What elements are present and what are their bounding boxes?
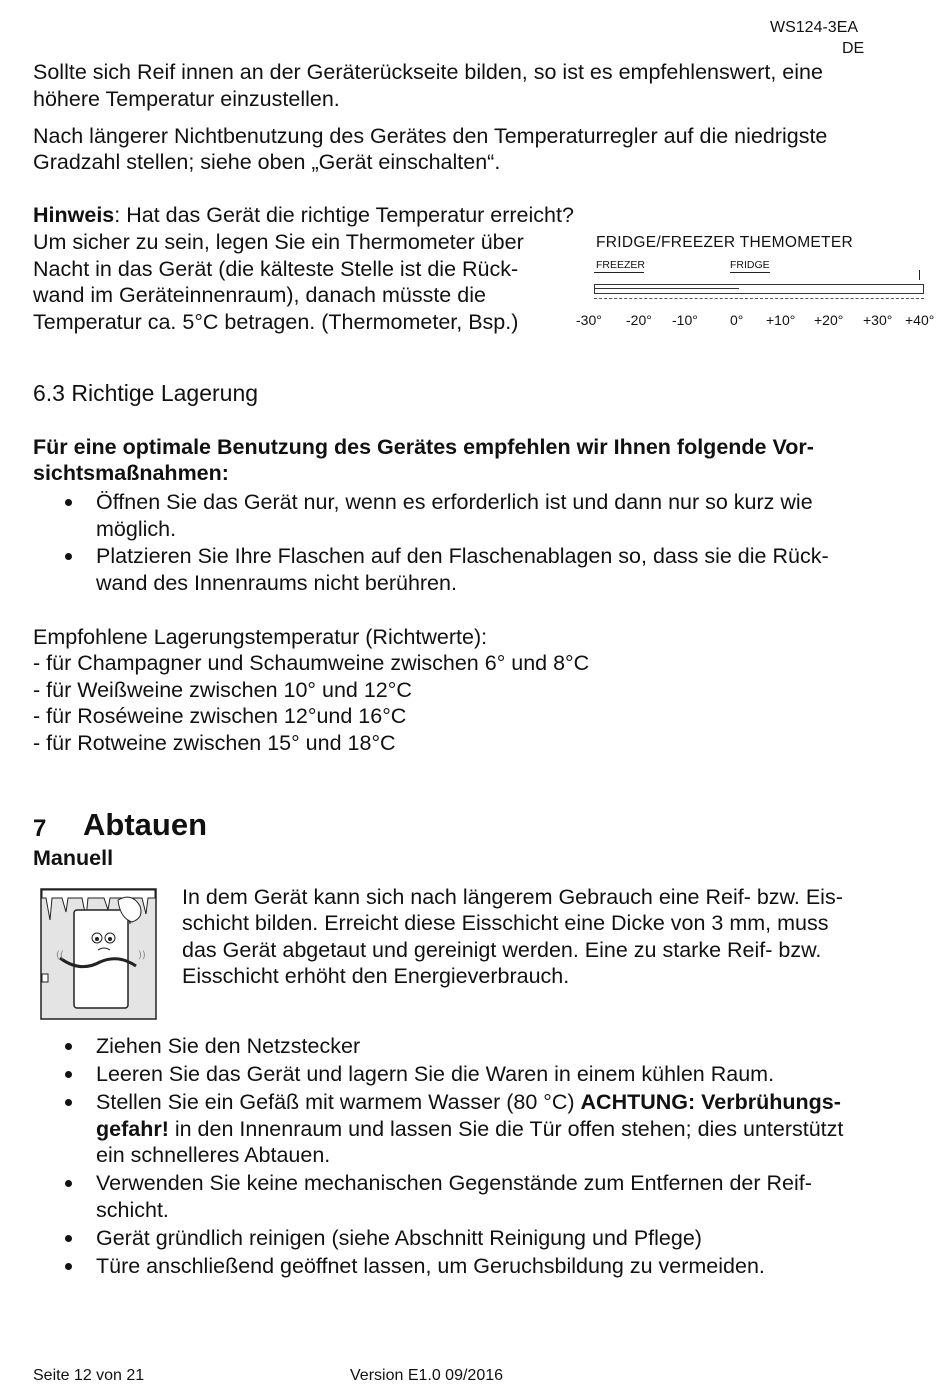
bullet-text: Platzieren Sie Ihre Flaschen auf den Flaschenablagen so, dass sie die Rück-: [96, 544, 829, 568]
thermometer-figure: [576, 232, 940, 342]
svg-text:)): )): [138, 950, 146, 961]
bullet-text: wand des Innenraums nicht berühren.: [96, 571, 457, 595]
bullet-dot: [65, 553, 72, 560]
section-heading-6-3: 6.3 Richtige Lagerung: [33, 380, 259, 406]
temp-line: - für Roséweine zwischen 12°und 16°C: [33, 704, 407, 728]
step-clean: Gerät gründlich reinigen (siehe Abschnitt Reinigung und Pflege): [96, 1226, 702, 1250]
freezer-label: FREEZER: [596, 259, 646, 271]
tick-label: +40°: [905, 312, 935, 328]
intro-p1-line2: höhere Temperatur einzustellen.: [33, 87, 340, 111]
bullet-text: Öffnen Sie das Gerät nur, wenn es erforderlich ist und dann nur so kurz wie: [96, 490, 813, 514]
tick-label: +20°: [814, 312, 844, 328]
thermometer-title: FRIDGE/FREEZER THEMOMETER: [596, 234, 853, 251]
thermometer-tube: [594, 284, 924, 294]
bold-intro-line2: sichtsmaßnahmen:: [33, 461, 229, 485]
defrost-paragraph-line: In dem Gerät kann sich nach längerem Gebrauch eine Reif- bzw. Eis-: [182, 885, 843, 909]
tick-label: +30°: [863, 312, 893, 328]
step-door-open: Türe anschließend geöffnet lassen, um Geruchsbildung zu vermeiden.: [96, 1254, 765, 1278]
tick-label: +10°: [766, 312, 796, 328]
bullet-dot: [65, 1235, 72, 1242]
fridge-label: FRIDGE: [730, 259, 770, 271]
thermometer-liquid: [594, 288, 739, 289]
hint-label: Hinweis: [33, 203, 115, 227]
step-empty: Leeren Sie das Gerät und lagern Sie die Waren in einem kühlen Raum.: [96, 1062, 775, 1086]
scale-line: [594, 298, 924, 305]
language-code: DE: [842, 40, 865, 57]
section-number-7: 7: [33, 815, 47, 842]
defrost-paragraph-line: das Gerät abgetaut und gereinigt werden. Eine zu starke Reif- bzw.: [182, 938, 822, 962]
step-no-tools-line1: Verwenden Sie keine mechanischen Gegenstände zum Entfernen der Reif-: [96, 1171, 812, 1195]
tick-label: -20°: [626, 312, 652, 328]
step-hot-water-line3: ein schnelleres Abtauen.: [96, 1143, 331, 1167]
step-unplug: Ziehen Sie den Netzstecker: [96, 1034, 361, 1058]
hint-line-1: Um sicher zu sein, legen Sie ein Thermometer über: [33, 230, 524, 254]
step-hot-water-text: Stellen Sie ein Gefäß mit warmem Wasser (80 °C): [96, 1090, 581, 1114]
version-info: Version E1.0 09/2016: [350, 1367, 504, 1384]
step-hot-water-text-2: in den Innenraum und lassen Sie die Tür offen stehen; dies unterstützt: [168, 1117, 844, 1141]
defrost-paragraph-line: schicht bilden. Erreicht diese Eisschicht eine Dicke von 3 mm, muss: [182, 911, 829, 935]
temp-line: - für Weißweine zwischen 10° und 12°C: [33, 678, 412, 702]
page-number: Seite 12 von 21: [33, 1367, 145, 1384]
end-tick: [919, 270, 920, 280]
step-no-tools-line2: schicht.: [96, 1198, 169, 1222]
defrost-paragraph-line: Eisschicht erhöht den Energieverbrauch.: [182, 964, 570, 988]
bullet-dot: [65, 1071, 72, 1078]
freezer-marker: [594, 272, 644, 273]
hint-line-3: wand im Geräteinnenraum), danach müsste die: [33, 283, 486, 307]
temps-title: Empfohlene Lagerungstemperatur (Richtwerte):: [33, 625, 488, 649]
fridge-marker: [730, 272, 770, 273]
step-hot-water-line2: [96, 1116, 843, 1143]
intro-p2-line1: Nach längerer Nichtbenutzung des Gerätes den Temperaturregler auf die niedrigste: [33, 124, 828, 148]
step-hot-water-line1: [96, 1089, 841, 1116]
warning-text-end: gefahr!: [96, 1117, 169, 1141]
bullet-dot: [65, 1043, 72, 1050]
defrost-illustration: [40, 888, 157, 1020]
bullet-text: möglich.: [96, 517, 177, 541]
bullet-dot: [65, 499, 72, 506]
bold-intro-line1: Für eine optimale Benutzung des Gerätes empfehlen wir Ihnen folgende Vor-: [33, 435, 814, 459]
scale-ticks: [576, 312, 940, 332]
intro-p1-line1: Sollte sich Reif innen an der Geräterückseite bilden, so ist es empfehlenswert, eine: [33, 60, 823, 84]
hint-question: : Hat das Gerät die richtige Temperatur erreicht?: [114, 203, 574, 227]
doc-id: WS124-3EA: [770, 19, 859, 36]
tick-label: -10°: [672, 312, 698, 328]
hint-line-4: Temperatur ca. 5°C betragen. (Thermometer, Bsp.): [33, 310, 519, 334]
defrost-icon: [40, 888, 157, 1020]
temp-line: - für Champagner und Schaumweine zwischen 6° und 8°C: [33, 651, 590, 675]
tick-label: 0°: [730, 312, 744, 328]
subsection-manual: Manuell: [33, 846, 114, 870]
tick-label: -30°: [576, 312, 602, 328]
temp-line: - für Rotweine zwischen 15° und 18°C: [33, 731, 396, 755]
warning-text: ACHTUNG: Verbrühungs-: [580, 1090, 841, 1114]
svg-text:((: ((: [56, 950, 64, 961]
bullet-dot: [65, 1099, 72, 1106]
bullet-dot: [65, 1263, 72, 1270]
intro-p2-line2: Gradzahl stellen; siehe oben „Gerät einschalten“.: [33, 150, 501, 174]
hint-line-2: Nacht in das Gerät (die kälteste Stelle ist die Rück-: [33, 257, 519, 281]
hint-line: [33, 202, 574, 229]
section-title-7: Abtauen: [83, 807, 207, 842]
bullet-dot: [65, 1180, 72, 1187]
